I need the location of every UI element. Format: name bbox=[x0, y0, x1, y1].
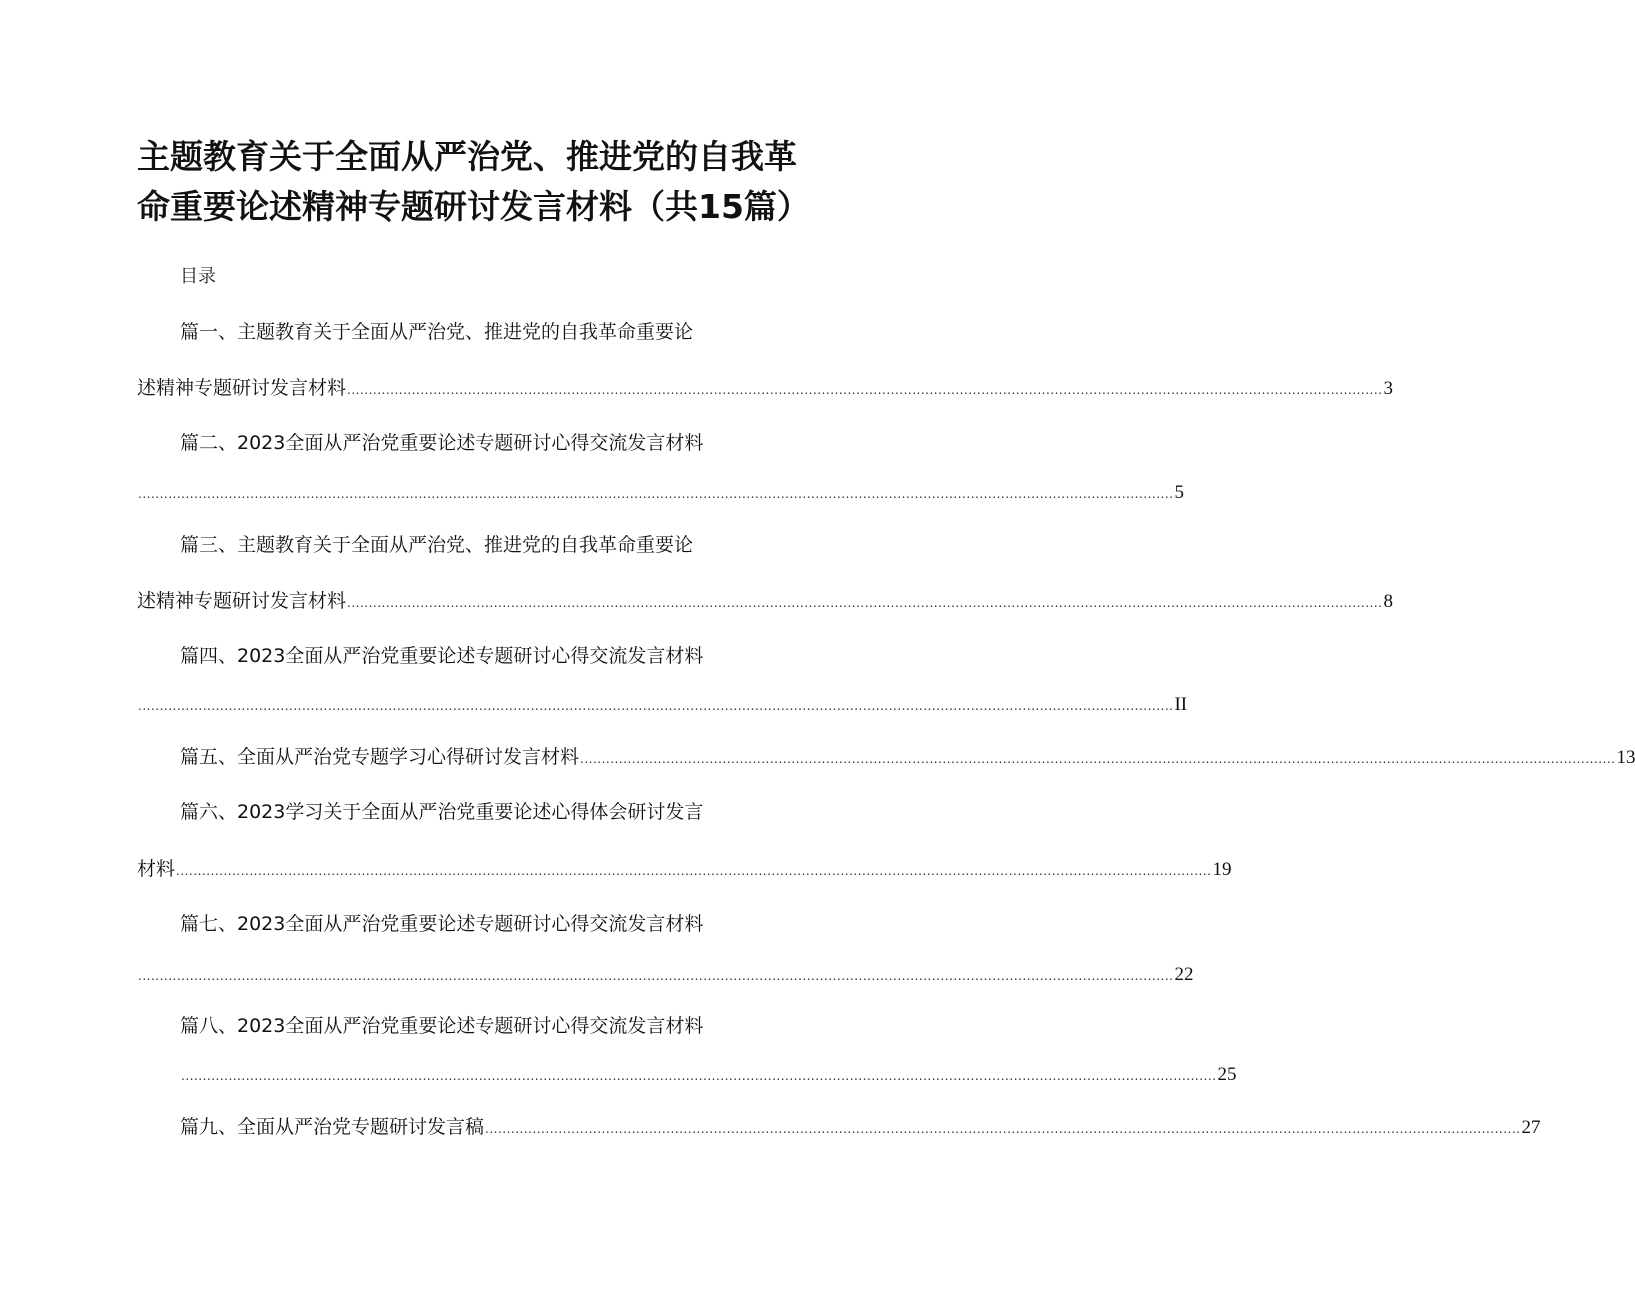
toc-item-9-page: 27 bbox=[1521, 1117, 1541, 1138]
toc-item-3-line1[interactable]: 篇三、主题教育关于全面从严治党、推进党的自我革命重要论 bbox=[180, 534, 694, 556]
toc-item-8-page: 25 bbox=[1217, 1064, 1237, 1085]
toc-item-4-line2[interactable] bbox=[137, 691, 1188, 720]
toc-item-6-page: 19 bbox=[1212, 859, 1232, 880]
toc-heading: 目录 bbox=[180, 266, 216, 287]
toc-item-9[interactable] bbox=[180, 1113, 1541, 1143]
toc-item-2-line2[interactable] bbox=[137, 479, 1184, 508]
toc-item-8-line2[interactable] bbox=[180, 1061, 1237, 1090]
toc-leader-dots: ................................................................................................................................................................................................................................................ bbox=[181, 1069, 1217, 1083]
toc-leader-dots: ................................................................................................................................................................................................................................................ bbox=[138, 487, 1174, 501]
toc-item-1-line1[interactable]: 篇一、主题教育关于全面从严治党、推进党的自我革命重要论 bbox=[180, 321, 694, 343]
toc-item-6-text: 材料 bbox=[137, 858, 176, 880]
toc-item-1-page: 3 bbox=[1383, 378, 1393, 399]
toc-leader-dots: ................................................................................................................................................................................................................................................ bbox=[138, 699, 1174, 713]
toc-item-7-line2[interactable] bbox=[137, 961, 1194, 990]
toc-item-7-page: 22 bbox=[1174, 964, 1194, 985]
toc-leader-dots: ................................................................................................................................................................................................................................................ bbox=[485, 1122, 1521, 1136]
toc-item-3-page: 8 bbox=[1383, 591, 1393, 612]
toc-item-3-text: 述精神专题研讨发言材料 bbox=[137, 590, 347, 612]
toc-item-9-text: 篇九、全面从严治党专题研讨发言稿 bbox=[180, 1116, 485, 1138]
toc-item-5-text: 篇五、全面从严治党专题学习心得研讨发言材料 bbox=[180, 746, 580, 768]
toc-leader-dots: ................................................................................................................................................................................................................................................ bbox=[138, 969, 1174, 983]
toc-item-5[interactable] bbox=[180, 743, 1635, 773]
toc-leader-dots: ................................................................................................................................................................................................................................................ bbox=[347, 383, 1383, 397]
toc-leader-dots: ................................................................................................................................................................................................................................................ bbox=[580, 752, 1616, 766]
toc-item-3-line2[interactable] bbox=[137, 587, 1393, 617]
toc-item-4-line1[interactable]: 篇四、2023全面从严治党重要论述专题研讨心得交流发言材料 bbox=[180, 645, 704, 667]
toc-item-6-line2[interactable] bbox=[137, 855, 1232, 885]
toc-leader-dots: ................................................................................................................................................................................................................................................ bbox=[347, 596, 1383, 610]
toc-item-1-text: 述精神专题研讨发言材料 bbox=[137, 377, 347, 399]
toc-item-2-page: 5 bbox=[1174, 482, 1184, 503]
toc-item-2-line1[interactable]: 篇二、2023全面从严治党重要论述专题研讨心得交流发言材料 bbox=[180, 432, 704, 454]
toc-item-6-line1[interactable]: 篇六、2023学习关于全面从严治党重要论述心得体会研讨发言 bbox=[180, 801, 704, 823]
toc-item-5-page: 13 bbox=[1616, 747, 1635, 768]
toc-item-8-line1[interactable]: 篇八、2023全面从严治党重要论述专题研讨心得交流发言材料 bbox=[180, 1015, 704, 1037]
document-title: 主题教育关于全面从严治党、推进党的自我革命重要论述精神专题研讨发言材料（共15篇） bbox=[137, 137, 810, 226]
toc-item-1-line2[interactable] bbox=[137, 374, 1393, 404]
toc-item-4-page: II bbox=[1174, 694, 1188, 715]
toc-item-7-line1[interactable]: 篇七、2023全面从严治党重要论述专题研讨心得交流发言材料 bbox=[180, 913, 704, 935]
toc-leader-dots: ................................................................................................................................................................................................................................................ bbox=[176, 864, 1212, 878]
